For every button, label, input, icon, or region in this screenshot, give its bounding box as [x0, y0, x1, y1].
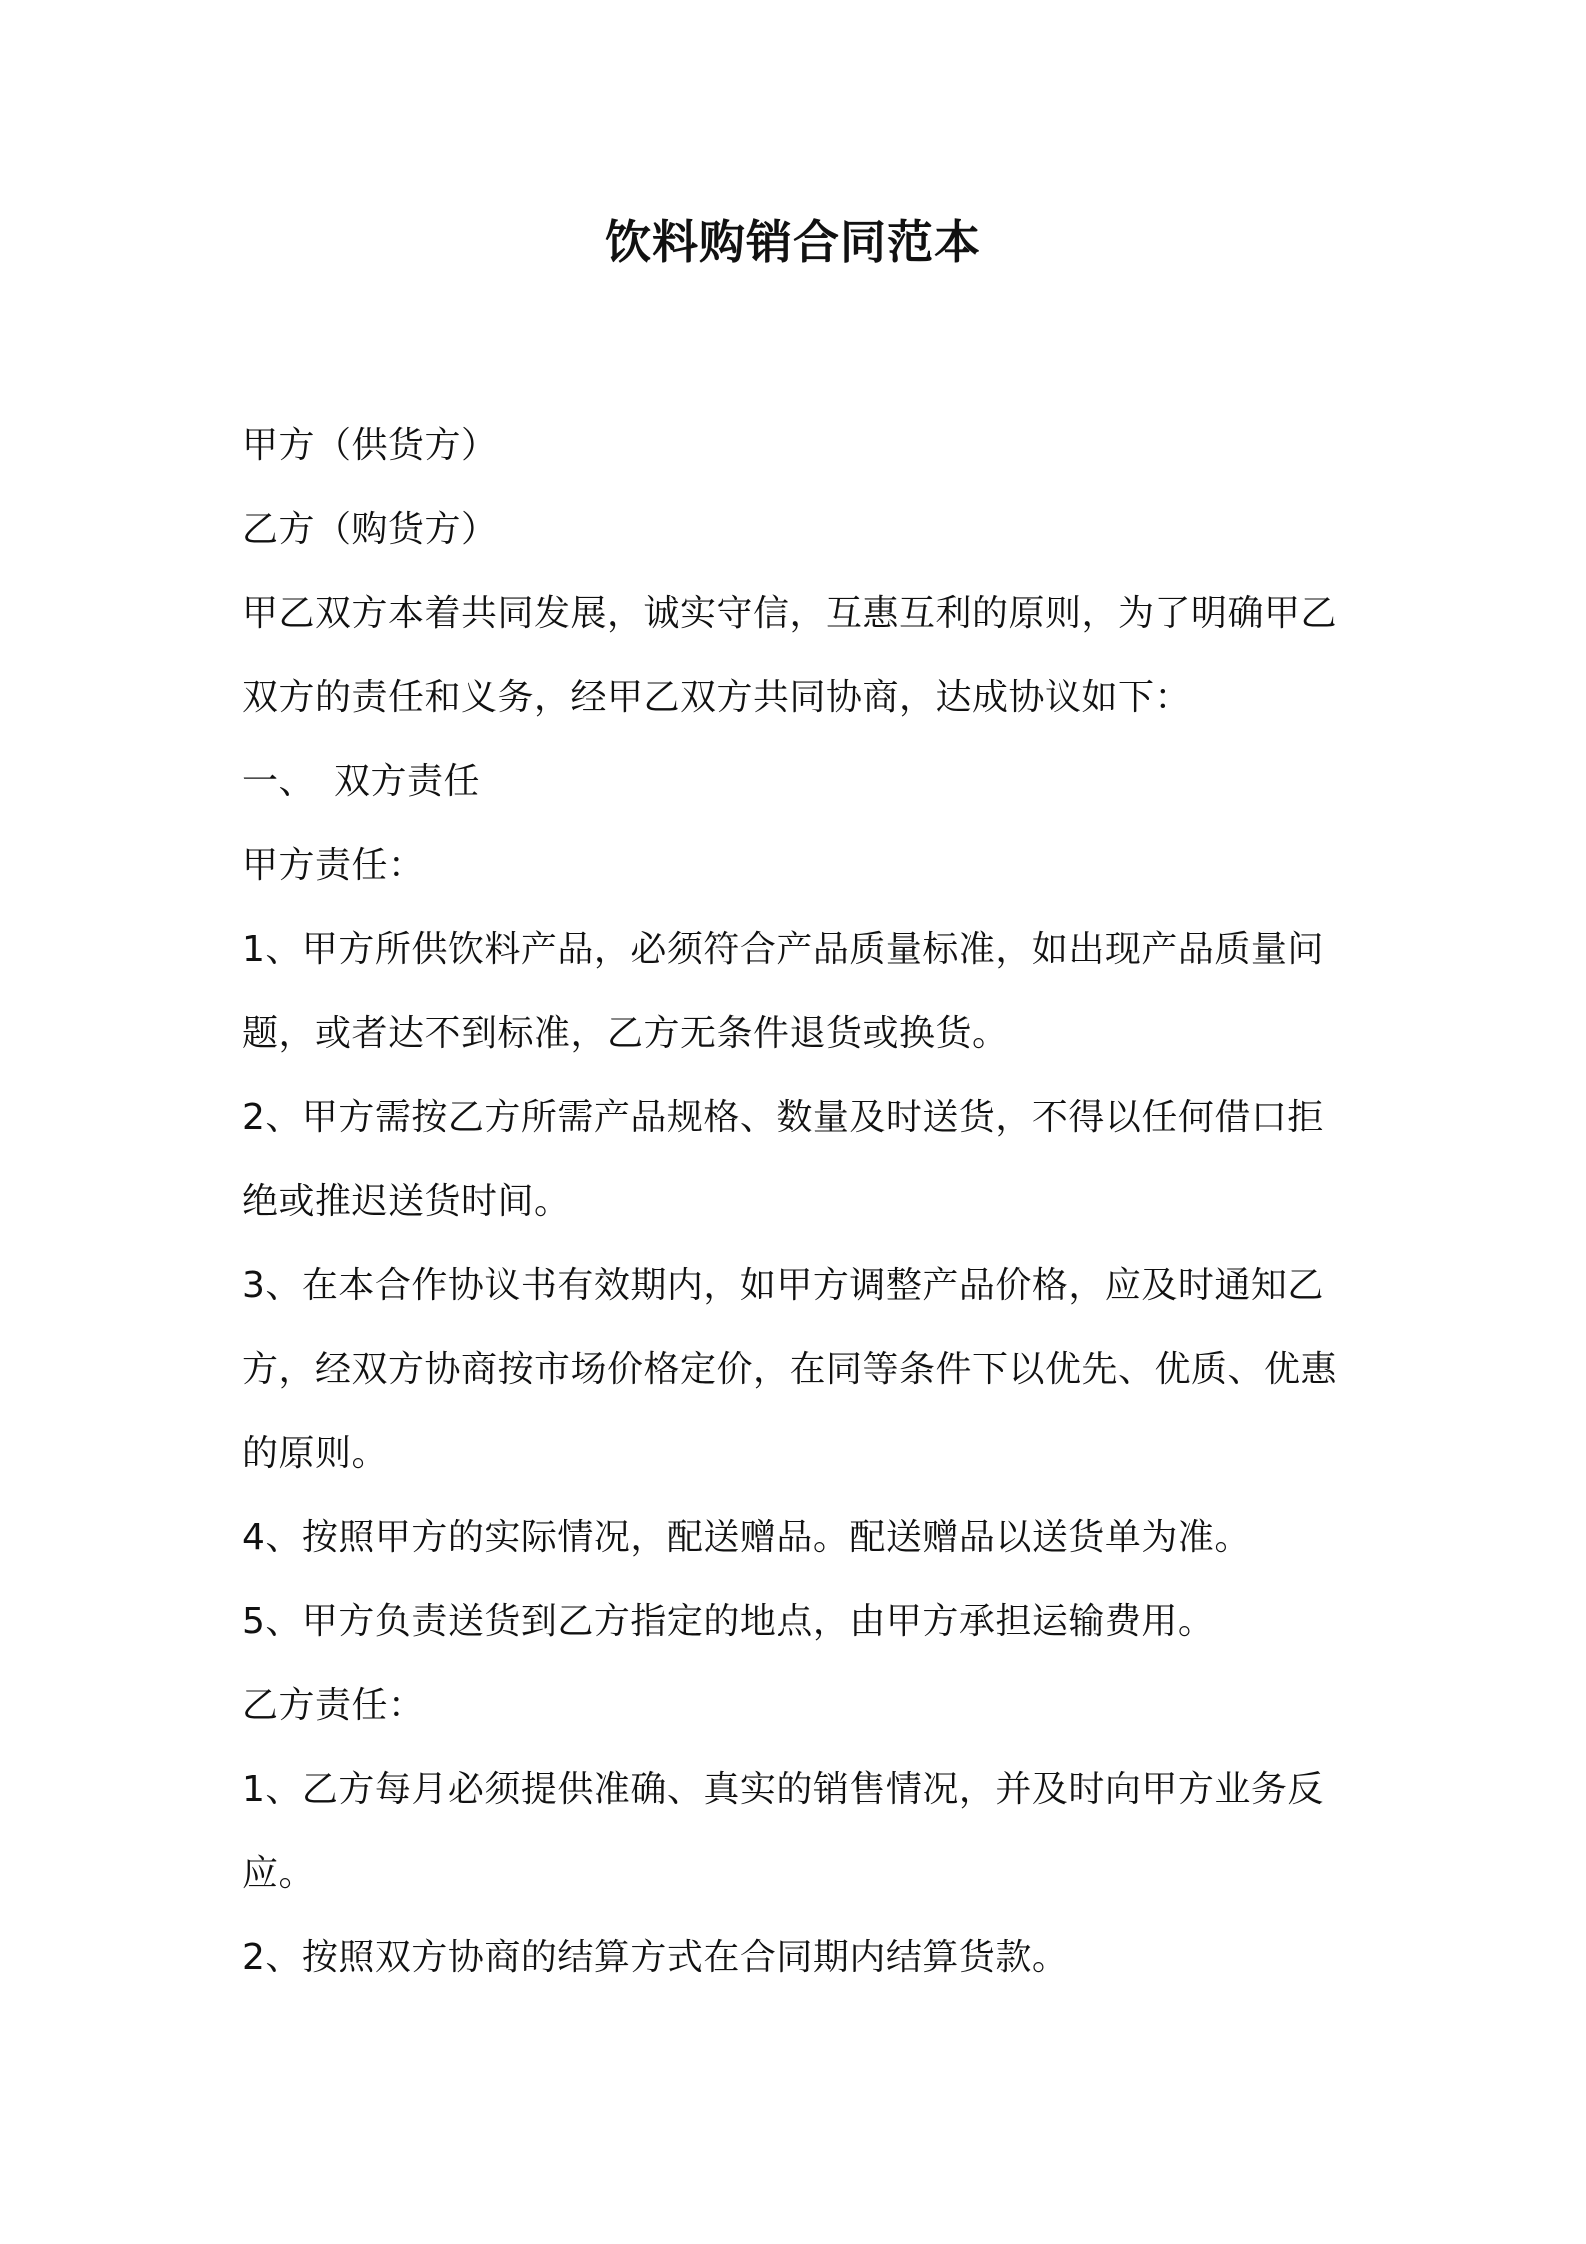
- section-title: 双方责任: [334, 761, 481, 802]
- clause-a5-line-1: 5、甲方负责送货到乙方指定的地点，由甲方承担运输费用。: [242, 1601, 1215, 1642]
- clause-b1-line-2: 应。: [242, 1853, 316, 1894]
- preamble-line-2: 双方的责任和义务，经甲乙双方共同协商，达成协议如下：: [242, 677, 1192, 718]
- clause-a2-line-1: 2、甲方需按乙方所需产品规格、数量及时送货，不得以任何借口拒: [242, 1097, 1324, 1138]
- clause-a1-line-2: 题，或者达不到标准，乙方无条件退货或换货。: [242, 1013, 1009, 1054]
- section-number: 一、: [242, 761, 316, 802]
- clause-a3-line-3: 的原则。: [242, 1433, 389, 1474]
- party-a-duties-heading: 甲方责任：: [242, 845, 425, 886]
- clause-a4-line-1: 4、按照甲方的实际情况，配送赠品。配送赠品以送货单为准。: [242, 1517, 1251, 1558]
- clause-a3-line-1: 3、在本合作协议书有效期内，如甲方调整产品价格，应及时通知乙: [242, 1265, 1324, 1306]
- section-heading: [242, 740, 1354, 824]
- clause-b2-line-1: 2、按照双方协商的结算方式在合同期内结算货款。: [242, 1937, 1069, 1978]
- clause-a3-line-2: 方，经双方协商按市场价格定价，在同等条件下以优先、优质、优惠: [242, 1349, 1338, 1390]
- document-body: [242, 404, 1354, 2000]
- clause-a2-line-2: 绝或推迟送货时间。: [242, 1181, 571, 1222]
- party-b-duties-heading: 乙方责任：: [242, 1685, 425, 1726]
- party-b-line: 乙方（购货方）: [242, 509, 498, 550]
- document-title: 饮料购销合同范本: [605, 215, 981, 269]
- clause-b1-line-1: 1、乙方每月必须提供准确、真实的销售情况，并及时向甲方业务反: [242, 1769, 1324, 1810]
- preamble-line-1: 甲乙双方本着共同发展，诚实守信，互惠互利的原则，为了明确甲乙: [242, 593, 1338, 634]
- party-a-line: 甲方（供货方）: [242, 425, 498, 466]
- clause-a1-line-1: 1、甲方所供饮料产品，必须符合产品质量标准，如出现产品质量问: [242, 929, 1324, 970]
